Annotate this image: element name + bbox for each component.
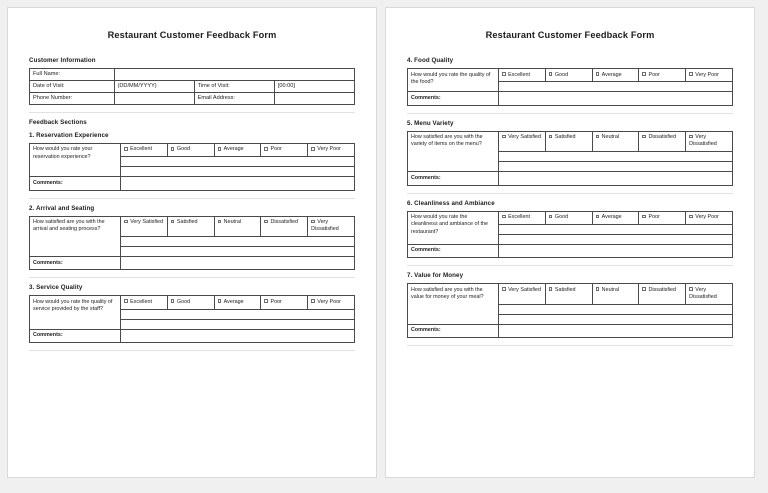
option-cell-dissatisfied[interactable] — [639, 284, 686, 305]
checkbox-icon[interactable] — [264, 147, 268, 151]
comment-line[interactable] — [499, 92, 733, 105]
feedback-sections-heading: Feedback Sections — [29, 118, 87, 126]
page-title: Restaurant Customer Feedback Form — [107, 30, 277, 40]
option-label: Average — [223, 146, 244, 153]
rating-table-7 — [407, 283, 733, 325]
rating-table-6-comments — [407, 244, 733, 258]
checkbox-icon[interactable] — [124, 299, 128, 303]
option-cell-good[interactable] — [545, 211, 592, 224]
checkbox-icon[interactable] — [218, 147, 222, 151]
option-label: Very Poor — [317, 298, 341, 305]
comment-line[interactable] — [120, 237, 354, 247]
comment-row — [408, 172, 733, 185]
comment-line[interactable] — [499, 172, 733, 185]
option-cell-dissatisfied[interactable] — [639, 131, 686, 152]
option-label: Average — [601, 71, 622, 78]
comment-line[interactable] — [498, 304, 732, 314]
rating-table-4-comments — [407, 91, 733, 105]
section-heading-2: 2. Arrival and Seating — [29, 204, 95, 212]
option-cell-excellent[interactable] — [120, 296, 167, 309]
option-cell-satisfied[interactable] — [167, 216, 214, 237]
comment-line[interactable] — [120, 157, 354, 167]
checkbox-icon[interactable] — [689, 72, 693, 76]
comment-line[interactable] — [120, 247, 354, 257]
option-label: Good — [176, 146, 191, 153]
option-cell-very-dissatisfied[interactable] — [686, 131, 733, 152]
option-label: Dissatisfied — [270, 219, 299, 226]
phone-number-input[interactable] — [114, 93, 194, 105]
question-text-7: How satisfied are you with the value for money of your meal? — [408, 284, 499, 325]
option-cell-very-dissatisfied[interactable] — [308, 216, 355, 237]
checkbox-icon[interactable] — [502, 72, 506, 76]
checkbox-icon[interactable] — [642, 215, 646, 219]
option-label: Excellent — [130, 298, 152, 305]
option-label: Good — [554, 214, 569, 221]
comment-row — [408, 92, 733, 105]
checkbox-icon[interactable] — [549, 135, 553, 139]
checkbox-icon[interactable] — [689, 287, 693, 291]
customer-information-table — [29, 68, 355, 105]
checkbox-icon[interactable] — [642, 135, 646, 139]
section-heading-4: 4. Food Quality — [407, 57, 454, 65]
option-cell-average[interactable] — [592, 211, 639, 224]
option-cell-average[interactable] — [214, 296, 261, 309]
option-label: Very Satisfied — [508, 134, 542, 141]
date-of-visit-input[interactable]: (DD/MM/YYYY) — [114, 81, 194, 93]
rating-table-5 — [407, 131, 733, 173]
section-divider — [29, 350, 355, 351]
comments-label-7: Comments: — [408, 324, 499, 337]
comments-label-4: Comments: — [408, 92, 499, 105]
rating-table-6 — [407, 211, 733, 245]
comment-row — [408, 324, 733, 337]
option-cell-very-satisfied[interactable] — [498, 131, 545, 152]
checkbox-icon[interactable] — [171, 147, 175, 151]
email-address-label: Email Address: — [194, 93, 274, 105]
option-cell-excellent[interactable] — [120, 143, 167, 156]
checkbox-icon[interactable] — [218, 220, 222, 224]
option-cell-very-poor[interactable] — [308, 296, 355, 309]
option-cell-very-satisfied[interactable] — [120, 216, 167, 237]
option-label: Excellent — [508, 214, 530, 221]
option-cell-average[interactable] — [592, 69, 639, 82]
page-title: Restaurant Customer Feedback Form — [485, 30, 655, 40]
section-heading-6: 6. Cleanliness and Ambiance — [407, 199, 495, 207]
checkbox-icon[interactable] — [549, 215, 553, 219]
comment-line[interactable] — [120, 319, 354, 329]
checkbox-icon[interactable] — [311, 220, 315, 224]
option-label: Neutral — [601, 134, 620, 141]
checkbox-icon[interactable] — [264, 220, 268, 224]
comment-line[interactable] — [499, 244, 733, 257]
option-label: Very Dissatisfied — [689, 286, 717, 300]
comment-line[interactable] — [498, 224, 732, 234]
option-cell-excellent[interactable] — [498, 211, 545, 224]
checkbox-icon[interactable] — [549, 287, 553, 291]
option-label: Very Satisfied — [508, 286, 542, 293]
comment-row — [408, 244, 733, 257]
rating-table-3-comments — [29, 329, 355, 343]
question-row — [408, 131, 733, 152]
option-label: Very Dissatisfied — [311, 219, 339, 233]
rating-table-5-comments — [407, 171, 733, 185]
option-label: Poor — [648, 214, 660, 221]
checkbox-icon[interactable] — [596, 287, 600, 291]
comment-row — [30, 177, 355, 190]
option-label: Very Poor — [695, 214, 719, 221]
checkbox-icon[interactable] — [264, 299, 268, 303]
rating-table-2-comments — [29, 256, 355, 270]
full-name-label: Full Name: — [30, 69, 115, 81]
option-cell-very-satisfied[interactable] — [498, 284, 545, 305]
checkbox-icon[interactable] — [689, 215, 693, 219]
comment-line[interactable] — [120, 167, 354, 177]
option-label: Very Poor — [317, 146, 341, 153]
option-label: Excellent — [508, 71, 530, 78]
option-label: Neutral — [223, 219, 242, 226]
question-row — [408, 284, 733, 305]
checkbox-icon[interactable] — [549, 72, 553, 76]
comment-line[interactable] — [121, 257, 355, 270]
section-heading-3: 3. Service Quality — [29, 284, 83, 292]
question-text-4: How would you rate the quality of the food? — [408, 69, 499, 92]
checkbox-icon[interactable] — [642, 287, 646, 291]
comment-line[interactable] — [498, 234, 732, 244]
document-page-1 — [7, 7, 377, 478]
option-cell-satisfied[interactable] — [545, 284, 592, 305]
comment-line[interactable] — [120, 309, 354, 319]
document-page-2 — [385, 7, 755, 478]
rating-table-3 — [29, 295, 355, 329]
option-label: Satisfied — [554, 286, 576, 293]
question-row — [30, 143, 355, 156]
checkbox-icon[interactable] — [596, 135, 600, 139]
option-cell-very-poor[interactable] — [686, 211, 733, 224]
checkbox-icon[interactable] — [124, 220, 128, 224]
option-cell-good[interactable] — [167, 296, 214, 309]
comment-line[interactable] — [121, 329, 355, 342]
option-label: Good — [176, 298, 191, 305]
question-text-2: How satisfied are you with the arrival and seating process? — [30, 216, 121, 257]
rating-table-7-comments — [407, 324, 733, 338]
rating-table-1-comments — [29, 176, 355, 190]
option-label: Neutral — [601, 286, 620, 293]
checkbox-icon[interactable] — [642, 72, 646, 76]
checkbox-icon[interactable] — [218, 299, 222, 303]
checkbox-icon[interactable] — [124, 147, 128, 151]
table-row — [30, 93, 355, 105]
checkbox-icon[interactable] — [311, 147, 315, 151]
question-row — [30, 216, 355, 237]
checkbox-icon[interactable] — [502, 287, 506, 291]
option-label: Very Satisfied — [130, 219, 164, 226]
option-cell-very-dissatisfied[interactable] — [686, 284, 733, 305]
option-label: Satisfied — [554, 134, 576, 141]
question-row — [30, 296, 355, 309]
comments-label-3: Comments: — [30, 329, 121, 342]
checkbox-icon[interactable] — [596, 72, 600, 76]
option-label: Dissatisfied — [648, 134, 677, 141]
time-of-visit-label: Time of Visit: — [194, 81, 274, 93]
comment-row — [30, 329, 355, 342]
option-cell-dissatisfied[interactable] — [261, 216, 308, 237]
checkbox-icon[interactable] — [171, 220, 175, 224]
option-label: Dissatisfied — [648, 286, 677, 293]
customer-information-heading: Customer Information — [29, 57, 96, 65]
option-cell-neutral[interactable] — [592, 131, 639, 152]
email-address-input[interactable] — [274, 93, 354, 105]
question-text-1: How would you rate your reservation experience? — [30, 143, 121, 176]
option-label: Very Dissatisfied — [689, 134, 717, 148]
comment-line[interactable] — [498, 162, 732, 172]
table-row — [30, 69, 355, 81]
table-row — [30, 81, 355, 93]
option-cell-average[interactable] — [214, 143, 261, 156]
checkbox-icon[interactable] — [171, 299, 175, 303]
option-cell-good[interactable] — [167, 143, 214, 156]
comment-line[interactable] — [498, 82, 732, 92]
rating-table-2 — [29, 216, 355, 258]
comment-line[interactable] — [498, 152, 732, 162]
option-cell-poor[interactable] — [261, 296, 308, 309]
comment-row — [30, 257, 355, 270]
option-label: Average — [223, 298, 244, 305]
option-label: Poor — [270, 146, 282, 153]
full-name-input[interactable] — [114, 69, 355, 81]
option-label: Very Poor — [695, 71, 719, 78]
section-heading-5: 5. Menu Variety — [407, 119, 454, 127]
option-label: Excellent — [130, 146, 152, 153]
option-cell-very-poor[interactable] — [308, 143, 355, 156]
option-cell-poor[interactable] — [639, 211, 686, 224]
section-divider — [407, 345, 733, 346]
checkbox-icon[interactable] — [502, 135, 506, 139]
time-of-visit-input[interactable]: [00:00] — [274, 81, 354, 93]
option-label: Satisfied — [176, 219, 198, 226]
option-label: Poor — [648, 71, 660, 78]
rating-table-4 — [407, 68, 733, 92]
question-text-3: How would you rate the quality of service provided by the staff? — [30, 296, 121, 329]
option-cell-satisfied[interactable] — [545, 131, 592, 152]
option-cell-neutral[interactable] — [214, 216, 261, 237]
option-cell-poor[interactable] — [639, 69, 686, 82]
option-cell-neutral[interactable] — [592, 284, 639, 305]
option-cell-poor[interactable] — [261, 143, 308, 156]
date-of-visit-label: Date of Visit: — [30, 81, 115, 93]
comments-label-1: Comments: — [30, 177, 121, 190]
comments-label-2: Comments: — [30, 257, 121, 270]
option-label: Average — [601, 214, 622, 221]
comment-line[interactable] — [499, 324, 733, 337]
checkbox-icon[interactable] — [689, 135, 693, 139]
comments-label-6: Comments: — [408, 244, 499, 257]
option-cell-good[interactable] — [545, 69, 592, 82]
question-text-6: How would you rate the cleanliness and ambiance of the restaurant? — [408, 211, 499, 244]
comment-line[interactable] — [498, 314, 732, 324]
checkbox-icon[interactable] — [596, 215, 600, 219]
comment-line[interactable] — [121, 177, 355, 190]
checkbox-icon[interactable] — [502, 215, 506, 219]
question-text-5: How satisfied are you with the variety of items on the menu? — [408, 131, 499, 172]
option-cell-very-poor[interactable] — [686, 69, 733, 82]
section-heading-7: 7. Value for Money — [407, 272, 464, 280]
rating-table-1 — [29, 143, 355, 177]
option-label: Poor — [270, 298, 282, 305]
section-heading-1: 1. Reservation Experience — [29, 131, 109, 139]
comments-label-5: Comments: — [408, 172, 499, 185]
phone-number-label: Phone Number: — [30, 93, 115, 105]
option-label: Good — [554, 71, 569, 78]
option-cell-excellent[interactable] — [498, 69, 545, 82]
checkbox-icon[interactable] — [311, 299, 315, 303]
question-row — [408, 211, 733, 224]
question-row — [408, 69, 733, 82]
